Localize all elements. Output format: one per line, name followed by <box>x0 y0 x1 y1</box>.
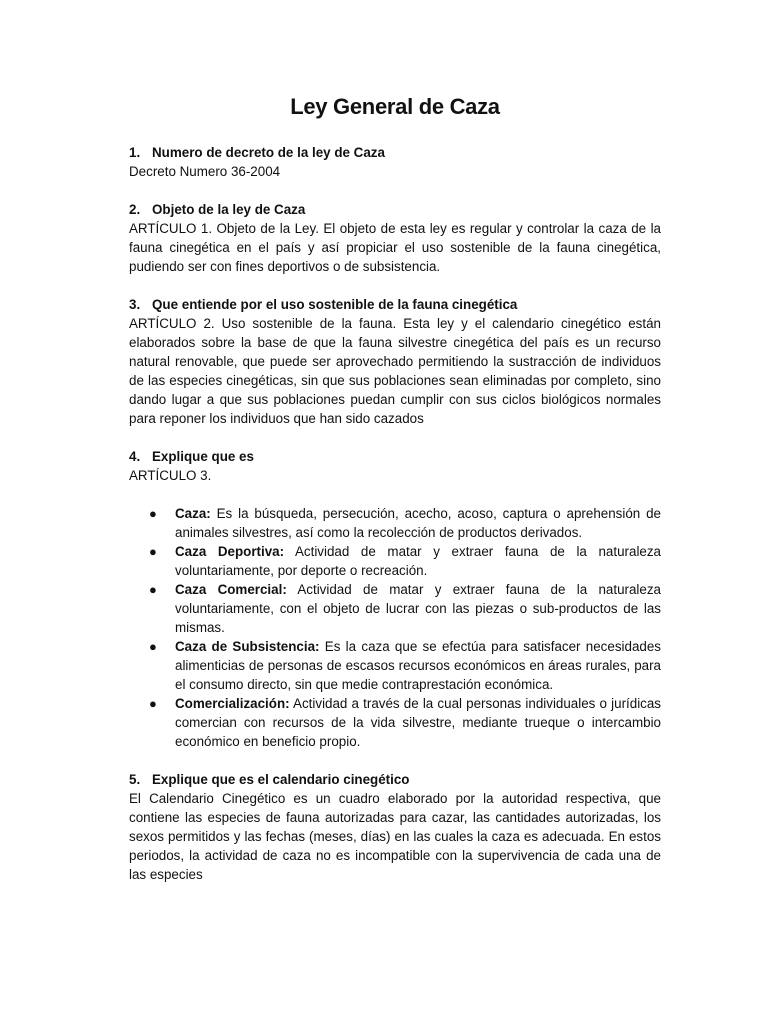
definitions-list <box>129 504 661 751</box>
section-heading <box>129 447 661 466</box>
section-heading <box>129 770 661 789</box>
section-number: 4. <box>129 449 141 464</box>
section-body: ARTÍCULO 3. <box>129 468 212 483</box>
section-1 <box>129 143 661 181</box>
list-item <box>129 580 661 637</box>
definition-term: Caza Comercial: <box>175 582 287 597</box>
definition-text: Actividad a través de la cual personas individuales o jurídicas comercian con recursos de la vida silvestre, mediante trueque o intercambio económico en beneficio propio. <box>175 696 662 749</box>
section-heading <box>129 143 661 162</box>
list-item <box>129 637 661 694</box>
section-5 <box>129 770 661 884</box>
bullet-icon: ● <box>149 639 157 654</box>
section-2 <box>129 200 661 276</box>
bullet-icon: ● <box>149 582 157 597</box>
definition-text: Actividad de matar y extraer fauna de la naturaleza voluntariamente, por deporte o recreación. <box>175 544 662 578</box>
section-number: 1. <box>129 145 141 160</box>
definition-term: Comercialización: <box>175 696 290 711</box>
section-body: El Calendario Cinegético es un cuadro elaborado por la autoridad respectiva, que contiene las especies de fauna autorizadas para cazar, las cantidades autorizadas, los sexos permitidos y las fechas (meses, días) en las cuales la caza es adecuada. En estos periodos, la actividad de caza no es incompatible con la supervivencia de cada una de las especies <box>129 791 661 882</box>
section-body: Decreto Numero 36-2004 <box>129 164 281 179</box>
section-body: ARTÍCULO 2. Uso sostenible de la fauna. Esta ley y el calendario cinegético están elaborados sobre la base de que la fauna silvestre cinegética del país es un recurso natural renovable, que puede ser aprovechado permitiendo la sustracción de individuos de las especies cinegéticas, sin que sus poblaciones sean eliminadas por completo, sino dando lugar a que sus poblaciones puedan cumplir con sus ciclos biológicos normales para reponer los individuos que han sido cazados <box>129 316 661 426</box>
section-heading-text: Objeto de la ley de Caza <box>152 202 306 217</box>
section-heading <box>129 295 661 314</box>
section-heading-text: Explique que es <box>152 449 254 464</box>
definition-term: Caza de Subsistencia: <box>175 639 320 654</box>
list-item <box>129 542 661 580</box>
section-heading-text: Numero de decreto de la ley de Caza <box>152 145 385 160</box>
document-page <box>129 92 661 903</box>
bullet-icon: ● <box>149 696 157 711</box>
section-number: 5. <box>129 772 141 787</box>
definition-term: Caza: <box>175 506 211 521</box>
section-4 <box>129 447 661 751</box>
bullet-icon: ● <box>149 544 157 559</box>
definition-text: Actividad de matar y extraer fauna de la naturaleza voluntariamente, con el objeto de lucrar con las piezas o sub-productos de las mismas. <box>175 582 661 635</box>
section-number: 2. <box>129 202 141 217</box>
definition-term: Caza Deportiva: <box>175 544 285 559</box>
section-heading-text: Explique que es el calendario cinegético <box>152 772 410 787</box>
bullet-icon: ● <box>149 506 157 521</box>
section-number: 3. <box>129 297 141 312</box>
list-item <box>129 504 661 542</box>
document-title: Ley General de Caza <box>290 94 500 119</box>
definition-text: Es la caza que se efectúa para satisfacer necesidades alimenticias de personas de escasos recursos económicos en áreas rurales, para el consumo directo, sin que medie contraprestación económica. <box>175 639 661 692</box>
section-body: ARTÍCULO 1. Objeto de la Ley. El objeto de esta ley es regular y controlar la caza de la fauna cinegética en el país y así propiciar el uso sostenible de la fauna cinegética, pudiendo ser con fines deportivos o de subsistencia. <box>129 221 661 274</box>
definition-text: Es la búsqueda, persecución, acecho, acoso, captura o aprehensión de animales silvestres, así como la recolección de productos derivados. <box>175 506 661 540</box>
section-heading <box>129 200 661 219</box>
list-item <box>129 694 661 751</box>
section-heading-text: Que entiende por el uso sostenible de la fauna cinegética <box>152 297 518 312</box>
section-3 <box>129 295 661 428</box>
